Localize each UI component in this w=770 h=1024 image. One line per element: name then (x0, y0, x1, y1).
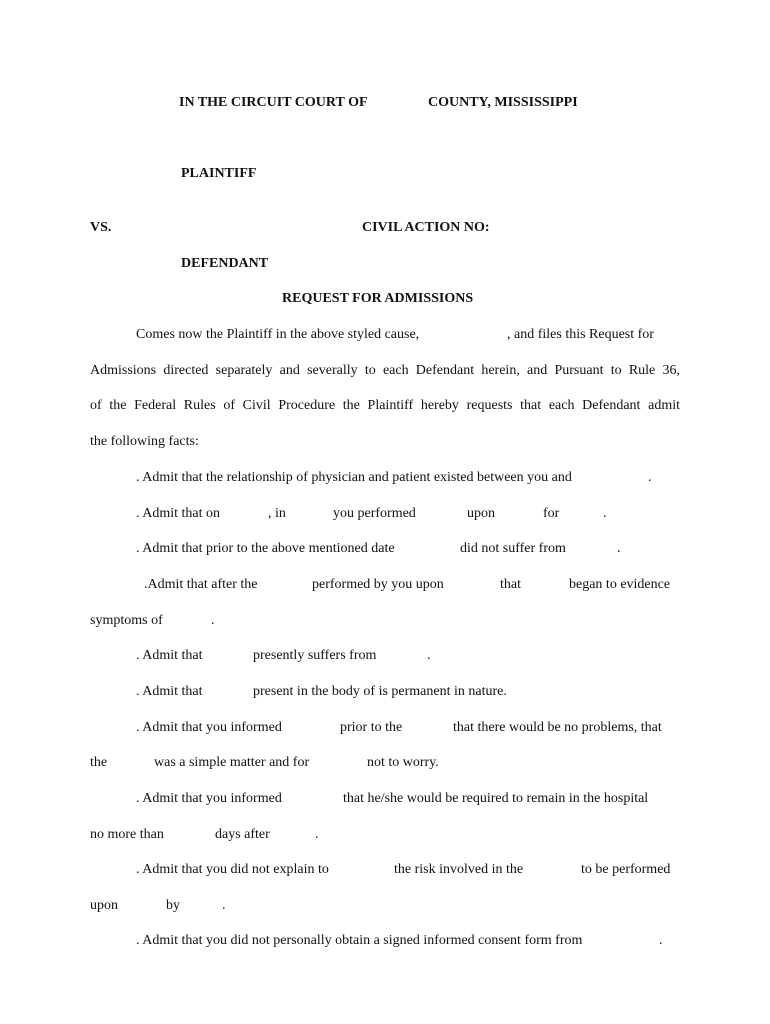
item-8-end: . (315, 827, 319, 842)
item-4-text: .Admit that after the (144, 577, 258, 592)
item-8-text: . Admit that you informed (136, 791, 282, 806)
intro-line-1b: , and files this Request for (507, 327, 654, 342)
item-2-part-b: , in (268, 506, 286, 521)
item-9-part-d: upon (90, 898, 118, 913)
item-4-part-d: began to evidence (569, 577, 671, 592)
court-heading-left: IN THE CIRCUIT COURT OF (179, 95, 368, 110)
item-10-end: . (659, 933, 663, 948)
item-9-part-e: by (166, 898, 180, 913)
item-5-part-b: presently suffers from (253, 648, 377, 663)
item-4-end: . (211, 613, 215, 628)
item-5-text: . Admit that (136, 648, 203, 663)
item-2-part-c: you performed (333, 506, 416, 521)
item-6-text: . Admit that (136, 684, 203, 699)
plaintiff-label: PLAINTIFF (181, 166, 257, 181)
item-7-part-f: not to worry. (367, 755, 439, 770)
item-10-text: . Admit that you did not personally obtain a signed informed consent form from (136, 933, 583, 948)
intro-line-2: Admissions directed separately and severally to each Defendant herein, and Pursuant to Rule 36, (90, 363, 680, 378)
item-8-part-d: days after (215, 827, 270, 842)
item-2-part-d: upon (467, 506, 495, 521)
item-4-part-c: that (500, 577, 521, 592)
item-3-text: . Admit that prior to the above mentioned date (136, 541, 395, 556)
item-7-part-c: that there would be no problems, that (453, 720, 662, 735)
item-3-part-b: did not suffer from (460, 541, 566, 556)
item-2-text: . Admit that on (136, 506, 220, 521)
item-8-part-c: no more than (90, 827, 164, 842)
vs-label: VS. (90, 220, 112, 235)
item-7-part-e: was a simple matter and for (154, 755, 310, 770)
item-4-part-b: performed by you upon (312, 577, 444, 592)
item-1-text: . Admit that the relationship of physician and patient existed between you and (136, 470, 572, 485)
item-5-end: . (427, 648, 431, 663)
item-9-text: . Admit that you did not explain to (136, 862, 329, 877)
item-9-part-c: to be performed (581, 862, 671, 877)
intro-line-4: the following facts: (90, 434, 199, 449)
item-8-part-b: that he/she would be required to remain in the hospital (343, 791, 649, 806)
item-7-text: . Admit that you informed (136, 720, 282, 735)
court-heading-right: COUNTY, MISSISSIPPI (428, 95, 578, 110)
item-1-end: . (648, 470, 652, 485)
item-9-end: . (222, 898, 226, 913)
intro-line-3: of the Federal Rules of Civil Procedure the Plaintiff hereby requests that each Defendant admit (90, 398, 680, 413)
item-3-end: . (617, 541, 621, 556)
item-7-part-b: prior to the (340, 720, 403, 735)
item-2-part-e: for (543, 506, 560, 521)
intro-line-1a: Comes now the Plaintiff in the above styled cause, (136, 327, 420, 342)
item-4-part-e: symptoms of (90, 613, 163, 628)
item-6-part-b: present in the body of is permanent in nature. (253, 684, 507, 699)
defendant-label: DEFENDANT (181, 256, 269, 271)
item-9-part-b: the risk involved in the (394, 862, 524, 877)
civil-action-label: CIVIL ACTION NO: (362, 220, 490, 235)
item-7-part-d: the (90, 755, 108, 770)
item-2-end: . (603, 506, 607, 521)
document-title: REQUEST FOR ADMISSIONS (282, 291, 474, 306)
